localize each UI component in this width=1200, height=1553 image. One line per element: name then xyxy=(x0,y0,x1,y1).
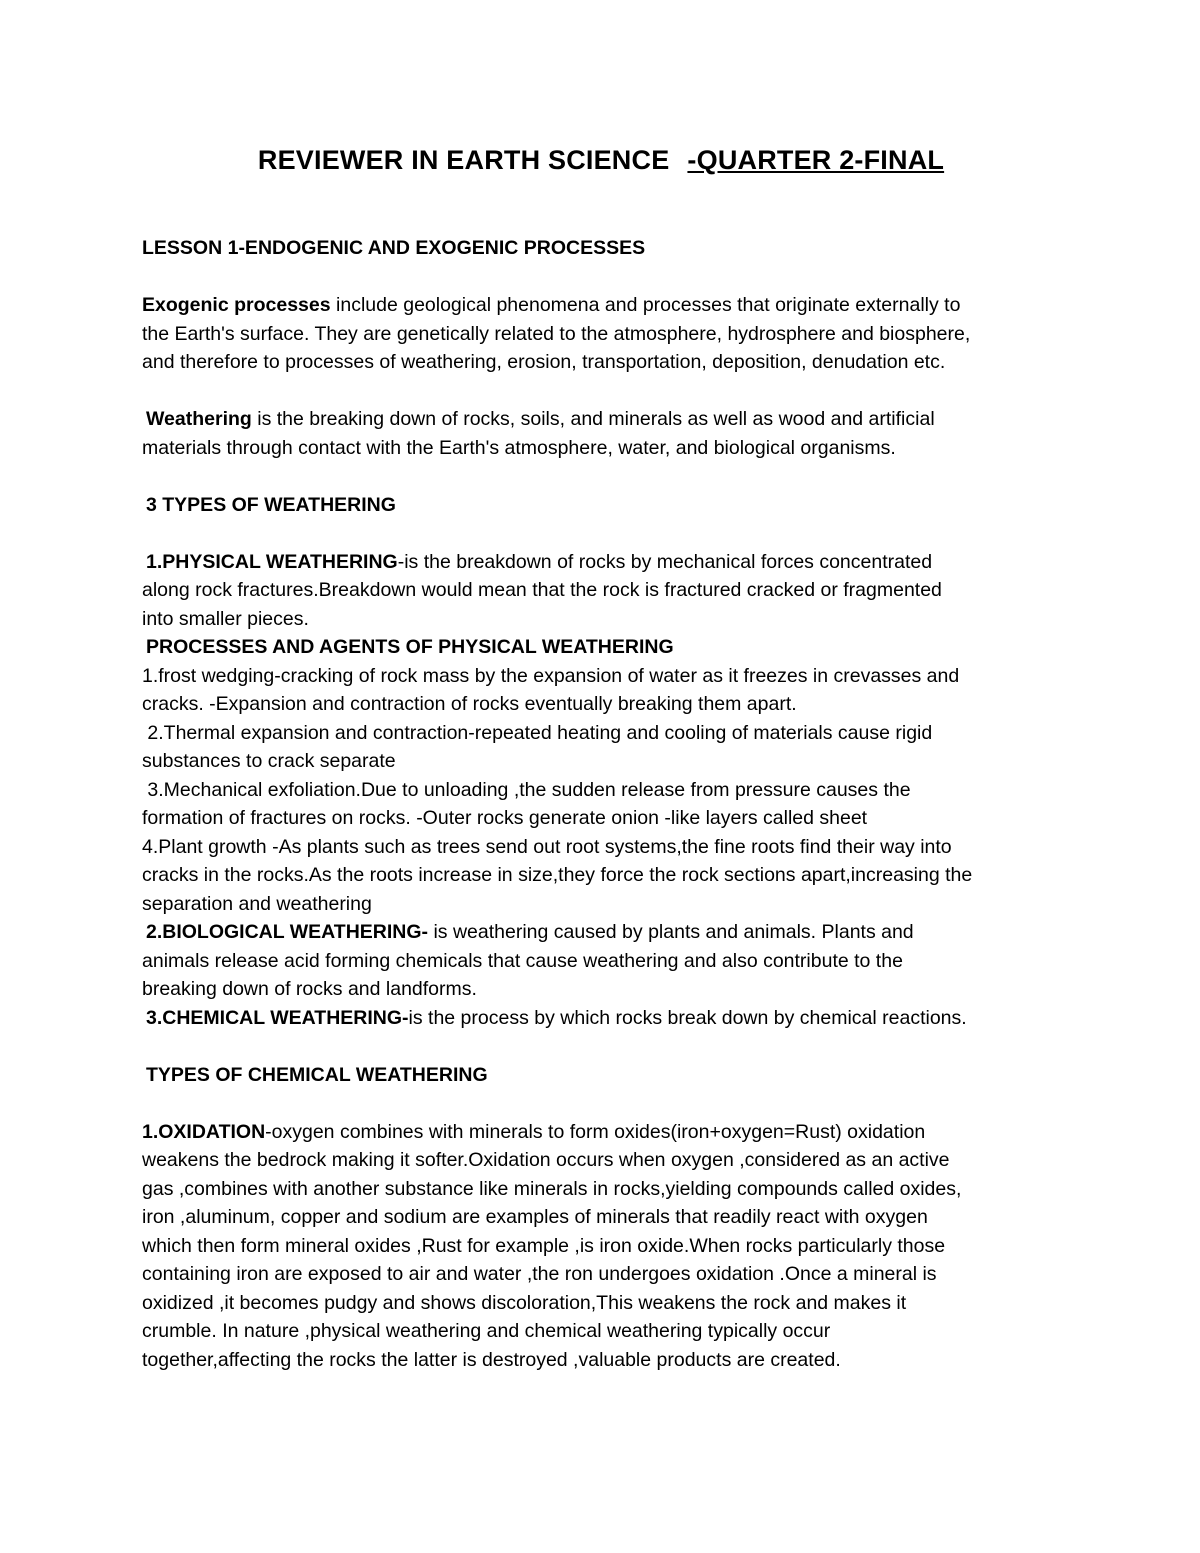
physical-line: into smaller pieces. xyxy=(142,607,309,630)
document-title xyxy=(142,0,1060,177)
lesson-heading: LESSON 1-ENDOGENIC AND EXOGENIC PROCESSES xyxy=(142,237,646,259)
oxidation-line: containing iron are exposed to air and water ,the ron undergoes oxidation .Once a mineral is xyxy=(142,1263,937,1285)
oxidation-line: which then form mineral oxides ,Rust for example ,is iron oxide.When rocks particularly those xyxy=(142,1234,946,1257)
oxidation-line: oxidized ,it becomes pudgy and shows discoloration,This weakens the rock and makes it xyxy=(142,1291,907,1314)
process-line: cracks. -Expansion and contraction of rocks eventually breaking them apart. xyxy=(142,693,797,715)
exogenic-line: the Earth's surface. They are genetically related to the atmosphere, hydrosphere and biosphere, xyxy=(142,322,971,345)
process-line: substances to crack separate xyxy=(142,750,396,772)
title-main: REVIEWER IN EARTH SCIENCE xyxy=(257,145,670,175)
types-heading: 3 TYPES OF WEATHERING xyxy=(146,493,396,516)
oxidation-line: weakens the bedrock making it softer.Oxidation occurs when oxygen ,considered as an active xyxy=(142,1149,950,1171)
weathering-paragraph: Weathering is the breaking down of rocks, soils, and minerals as well as wood and artificial xyxy=(146,408,935,430)
physical-line: along rock fractures.Breakdown would mean that the rock is fractured cracked or fragmented xyxy=(142,579,942,601)
physical-term: 1.PHYSICAL WEATHERING xyxy=(146,550,398,573)
exogenic-paragraph: Exogenic processes include geological phenomena and processes that originate externally to xyxy=(142,294,961,316)
weathering-line: materials through contact with the Earth's atmosphere, water, and biological organisms. xyxy=(142,436,896,459)
process-line: formation of fractures on rocks. -Outer rocks generate onion -like layers called sheet xyxy=(142,807,868,829)
oxidation-paragraph: 1.OXIDATION-oxygen combines with minerals to form oxides(iron+oxygen=Rust) oxidation xyxy=(142,1120,926,1143)
oxidation-line: together,affecting the rocks the latter is destroyed ,valuable products are created. xyxy=(142,1348,841,1371)
biological-term: 2.BIOLOGICAL WEATHERING- xyxy=(146,921,429,943)
oxidation-line: gas ,combines with another substance like minerals in rocks,yielding compounds called oxides, xyxy=(142,1177,962,1200)
oxidation-line: iron ,aluminum, copper and sodium are examples of minerals that readily react with oxygen xyxy=(142,1206,928,1228)
process-line: cracks in the rocks.As the roots increase in size,they force the rock sections apart,increasing the xyxy=(142,864,973,886)
biological-paragraph: 2.BIOLOGICAL WEATHERING- is weathering caused by plants and animals. Plants and xyxy=(146,921,914,943)
process-line: 1.frost wedging-cracking of rock mass by the expansion of water as it freezes in crevasses and xyxy=(142,664,960,687)
processes-heading: PROCESSES AND AGENTS OF PHYSICAL WEATHERING xyxy=(146,636,674,658)
chemical-paragraph: 3.CHEMICAL WEATHERING-is the process by which rocks break down by chemical reactions. xyxy=(146,1006,967,1029)
weathering-term: Weathering xyxy=(146,408,252,430)
biological-line: breaking down of rocks and landforms. xyxy=(142,978,477,1000)
exogenic-term: Exogenic processes xyxy=(142,294,331,316)
exogenic-line: and therefore to processes of weathering, erosion, transportation, deposition, denudation etc. xyxy=(142,351,946,373)
biological-line: animals release acid forming chemicals that cause weathering and also contribute to the xyxy=(142,949,903,972)
process-line: 2.Thermal expansion and contraction-repeated heating and cooling of materials cause rigid xyxy=(142,721,933,744)
chemical-term: 3.CHEMICAL WEATHERING- xyxy=(146,1006,409,1029)
physical-paragraph: 1.PHYSICAL WEATHERING-is the breakdown of rocks by mechanical forces concentrated xyxy=(146,550,933,573)
process-line: 4.Plant growth -As plants such as trees send out root systems,the fine roots find their way into xyxy=(142,835,952,858)
process-line: separation and weathering xyxy=(142,892,372,915)
oxidation-line: crumble. In nature ,physical weathering and chemical weathering typically occur xyxy=(142,1320,831,1342)
chemical-types-heading: TYPES OF CHEMICAL WEATHERING xyxy=(146,1063,488,1086)
oxidation-term: 1.OXIDATION xyxy=(142,1120,266,1143)
process-line: 3.Mechanical exfoliation.Due to unloading ,the sudden release from pressure causes the xyxy=(142,778,911,801)
title-quarter: -QUARTER 2-FINAL xyxy=(687,145,945,175)
